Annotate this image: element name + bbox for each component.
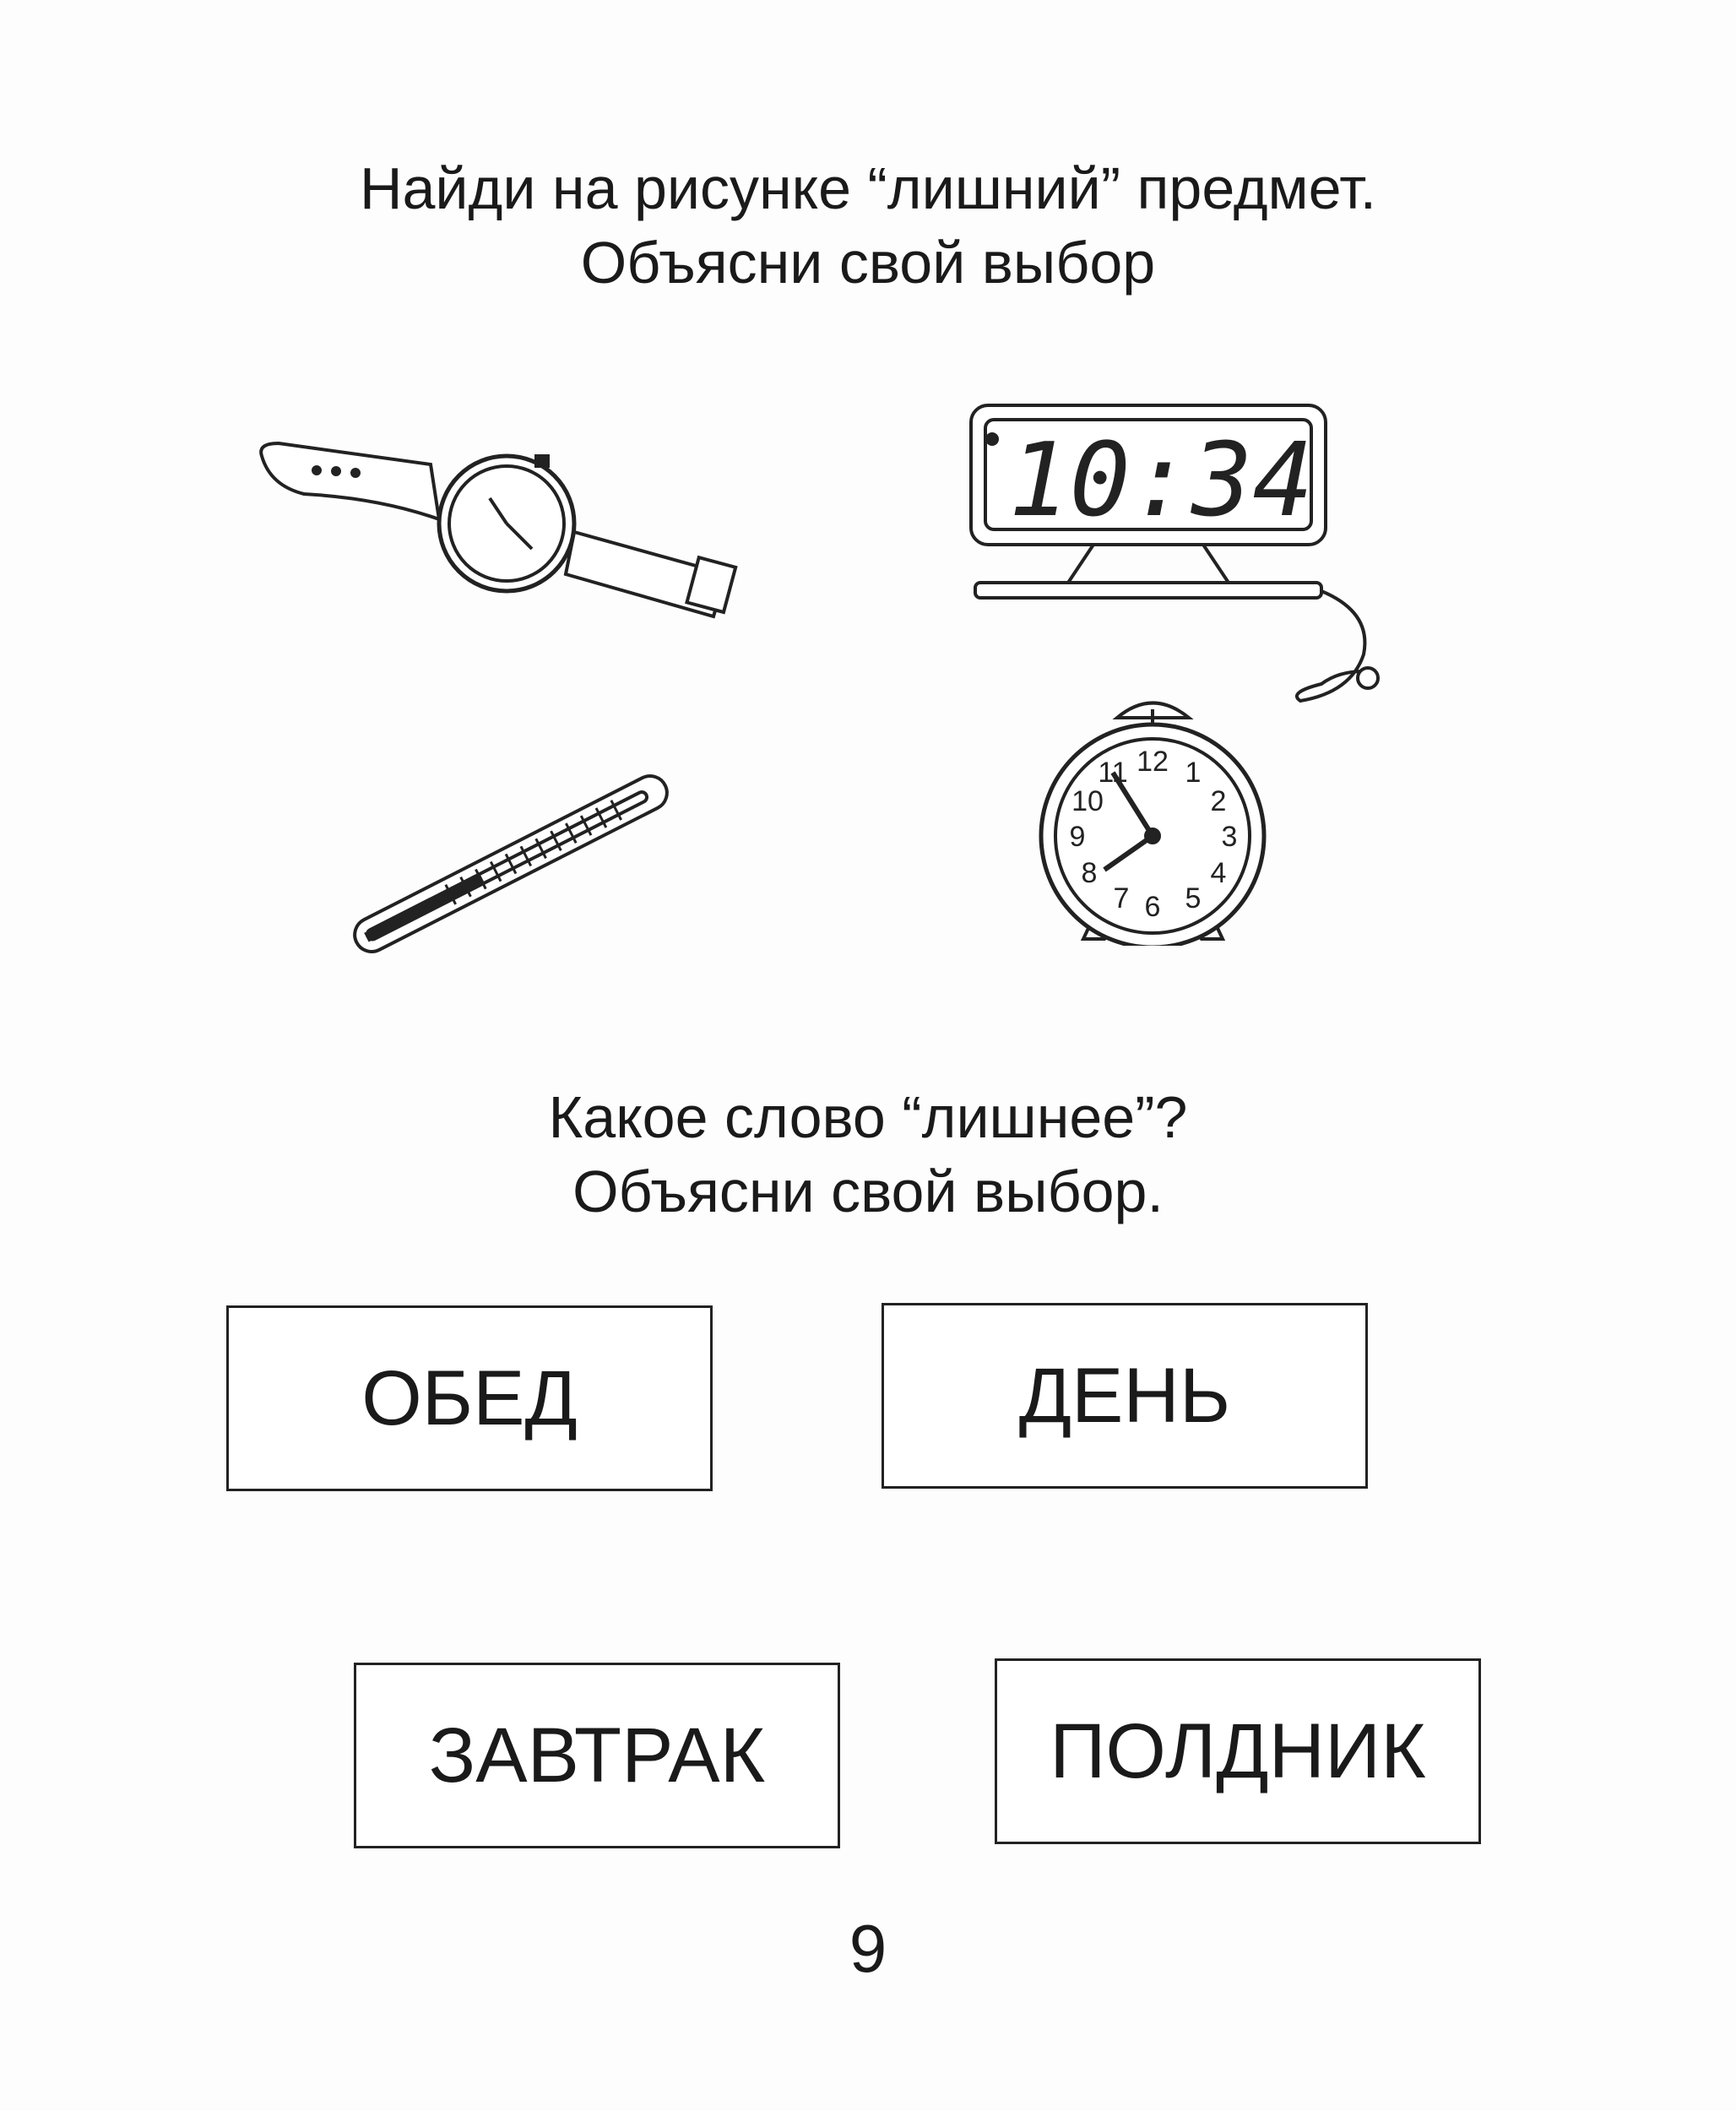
svg-text:12: 12 bbox=[1137, 746, 1169, 778]
svg-text:2: 2 bbox=[1210, 785, 1227, 817]
task2-line2: Объясни свой выбор. bbox=[572, 1159, 1164, 1224]
word-box-zavtrak: ЗАВТРАК bbox=[354, 1663, 840, 1848]
svg-text:3: 3 bbox=[1221, 821, 1238, 853]
alarm-clock-icon bbox=[1037, 692, 1269, 946]
svg-text:9: 9 bbox=[1069, 821, 1086, 853]
svg-text:10: 10 bbox=[1071, 785, 1104, 817]
svg-text:11: 11 bbox=[1098, 757, 1128, 789]
wristwatch-icon bbox=[253, 439, 760, 625]
word-box-den: ДЕНЬ bbox=[882, 1303, 1368, 1489]
page-number: 9 bbox=[849, 1911, 887, 1986]
svg-text:1: 1 bbox=[1185, 757, 1202, 789]
thermometer-icon bbox=[334, 773, 688, 954]
task1-line2: Объясни свой выбор bbox=[580, 230, 1156, 296]
digital-clock-display: 10:34 bbox=[1008, 422, 1314, 540]
svg-text:7: 7 bbox=[1113, 882, 1130, 914]
digital-clock-icon bbox=[967, 401, 1389, 714]
svg-text:5: 5 bbox=[1185, 882, 1202, 914]
task1-line1: Найди на рисунке “лишний” предмет. bbox=[359, 155, 1377, 221]
svg-text:8: 8 bbox=[1081, 857, 1098, 889]
word-box-poldnik: ПОЛДНИК bbox=[995, 1658, 1481, 1844]
word-box-obed: ОБЕД bbox=[226, 1305, 713, 1491]
task2-line1: Какое слово “лишнее”? bbox=[548, 1084, 1188, 1150]
svg-text:6: 6 bbox=[1144, 891, 1161, 923]
svg-text:4: 4 bbox=[1210, 857, 1227, 889]
